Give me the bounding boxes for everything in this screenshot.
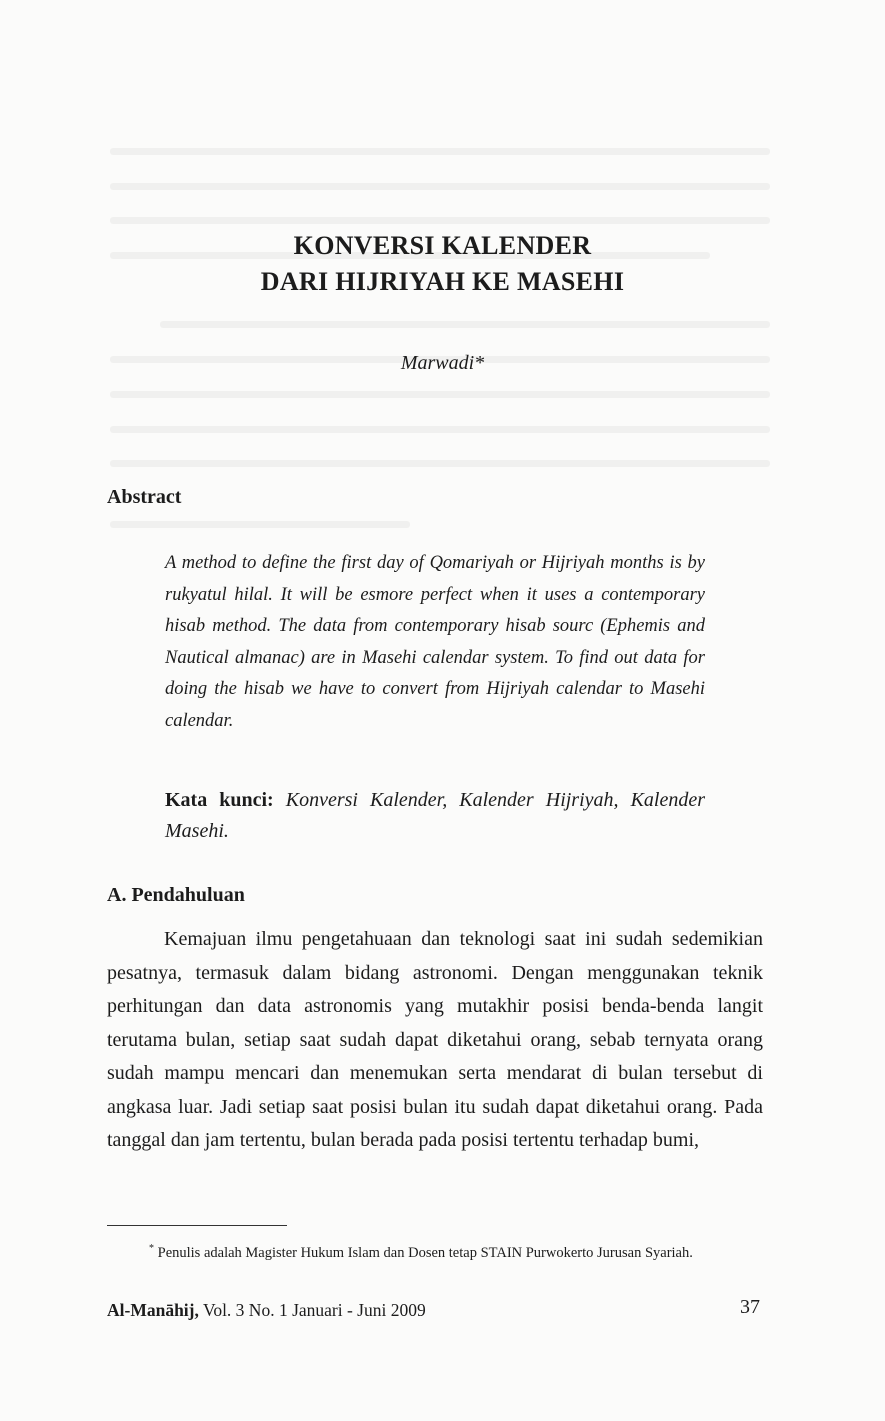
title-line-2: DARI HIJRIYAH KE MASEHI [260,267,625,296]
show-through-line [160,321,770,328]
show-through-line [110,391,770,398]
keywords-text: Konversi Kalender, Kalender Hijriyah, Kalender Masehi. [165,789,705,842]
body-paragraph: Kemajuan ilmu pengetahuaan dan teknologi saat ini sudah sedemikian pesatnya, termasuk dalam bidang astronomi. Dengan menggunakan teknik perhitungan dan data astronomis yang mutakhir posisi benda-benda langit terutama bulan, setiap saat sudah dapat diketahui orang, sebab ternyata orang sudah mampu mencari dan menemukan serta mendarat di bulan tersebut di angkasa luar. Jadi setiap saat posisi bulan itu sudah dapat diketahui orang. Pada tanggal dan jam tertentu, bulan berada pada posisi tertentu terhadap bumi, [107,928,763,1151]
show-through-line [110,217,770,224]
title-line-1: KONVERSI KALENDER [293,231,592,260]
footnote [107,1237,763,1265]
journal-name: Al-Manāhij, [107,1300,199,1320]
paper-title [0,228,885,300]
footnote-rule [107,1225,287,1226]
journal-footer [107,1300,426,1321]
page-number: 37 [740,1296,760,1318]
show-through-line [110,460,770,467]
keywords [165,785,705,847]
footnote-text: Penulis adalah Magister Hukum Islam dan Dosen tetap STAIN Purwokerto Jurusan Syariah. [157,1244,693,1261]
section-heading: A. Pendahuluan [107,884,245,906]
author-name: Marwadi* [400,352,485,374]
show-through-line [110,521,410,528]
footnote-marker: * [149,1243,154,1254]
abstract-text: A method to define the first day of Qomariyah or Hijriyah months is by rukyatul hilal. It will be esmore perfect when it uses a contemporary hisab method. The data from contemporary hisab sourc (Ephemis and Nautical almanac) are in Masehi calendar system. To find out data for doing the hisab we have to convert from Hijriyah calendar to Masehi calendar. [165,553,705,731]
show-through-line [110,426,770,433]
journal-issue: Vol. 3 No. 1 Januari - Juni 2009 [202,1300,426,1320]
abstract-heading: Abstract [107,486,182,508]
show-through-line [110,148,770,155]
show-through-line [110,183,770,190]
keywords-label: Kata kunci: [165,789,274,811]
